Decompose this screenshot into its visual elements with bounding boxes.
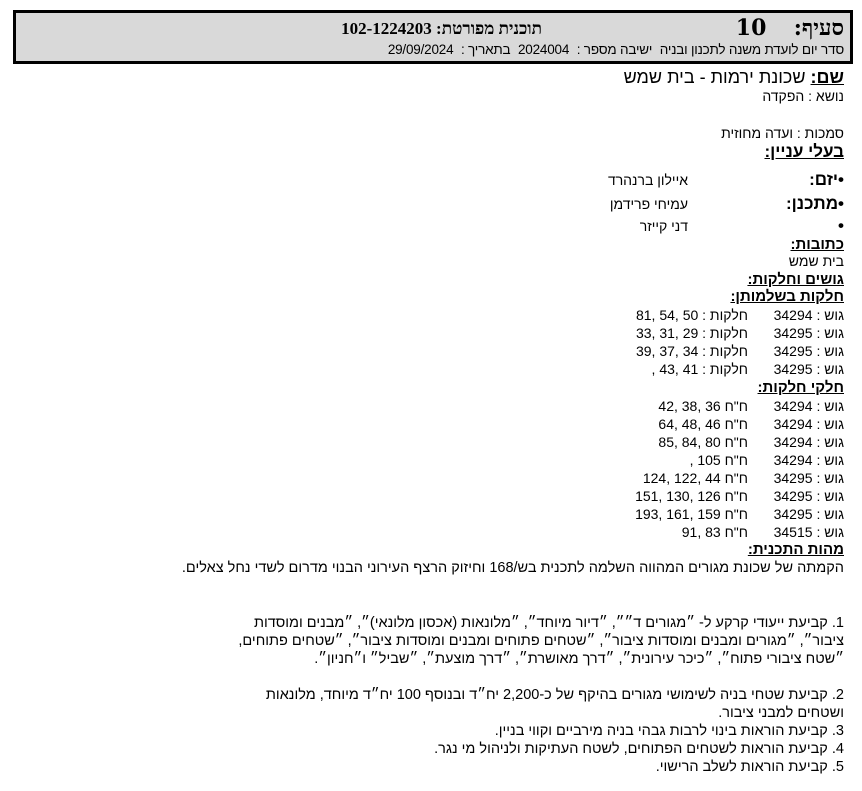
gush-number: 34294 xyxy=(773,416,813,432)
authority-value: ועדה מחוזית xyxy=(721,125,793,141)
parcel-numbers: 46 ,48 ,64 xyxy=(658,416,721,432)
partial-parcels-label: ח"ח xyxy=(724,470,748,486)
date-label: בתאריך : xyxy=(460,42,511,57)
plan-type-label: תוכנית מפורטת: xyxy=(436,19,542,38)
parcels-heading: גושים וחלקות: xyxy=(747,271,844,288)
gush-number: 34515 xyxy=(773,524,813,540)
parcel-numbers: 105 , xyxy=(689,452,721,468)
gush-number: 34295 xyxy=(773,470,813,486)
plan-name-label: שם: xyxy=(810,67,844,87)
gush-label: גוש : xyxy=(816,361,844,377)
agenda-header-box xyxy=(13,10,853,64)
address-value: בית שמש xyxy=(788,253,844,269)
plan-name-value: שכונת ירמות - בית שמש xyxy=(623,67,806,87)
partial-parcels-label: ח"ח xyxy=(724,398,748,414)
full-parcel-row xyxy=(584,306,844,324)
section-number: 10 xyxy=(735,15,767,41)
essence-item-5: 5. קביעת הוראות לשלב הרישוי. xyxy=(655,759,844,775)
gush-number: 34294 xyxy=(773,452,813,468)
parcel-numbers: 50 ,54 ,81 xyxy=(635,307,699,323)
parcel-numbers: 83 ,91 xyxy=(681,524,721,540)
plan-essence-intro: הקמתה של שכונת מגורים המהווה השלמה לתכנית בש/168 וחיזוק הרצף העירוני הבנוי מדרום לשדי נחל צאלים. xyxy=(181,560,844,576)
partial-parcel-row xyxy=(584,523,844,541)
parcels-label: חלקות : xyxy=(702,307,748,323)
partial-parcels-label: ח"ח xyxy=(724,506,748,522)
gush-label: גוש : xyxy=(816,506,844,522)
bullet-icon: • xyxy=(838,216,844,235)
gush-label: גוש : xyxy=(816,416,844,432)
parcel-numbers: 159 ,161 ,193 xyxy=(635,506,721,522)
partial-parcels-label: ח"ח xyxy=(724,434,748,450)
stakeholder-row-initiator xyxy=(484,170,844,190)
gush-label: גוש : xyxy=(816,434,844,450)
stakeholders-heading: בעלי עניין: xyxy=(764,142,844,161)
plan-authority-line xyxy=(721,125,844,142)
parcel-numbers: 36 ,38 ,42 xyxy=(658,398,721,414)
section-label: סעיף: xyxy=(793,15,844,41)
agenda-text: סדר יום לועדת משנה לתכנון ובניה xyxy=(659,42,844,57)
partial-parcel-row xyxy=(584,469,844,487)
plan-number-label xyxy=(341,18,542,40)
gush-number: 34294 xyxy=(773,434,813,450)
partial-parcels-label: ח"ח xyxy=(724,524,748,540)
stakeholder-name: עמיחי פרידמן xyxy=(609,196,688,212)
parcel-numbers: 126 ,130 ,151 xyxy=(635,488,721,504)
partial-parcel-row xyxy=(584,415,844,433)
full-parcels-heading: חלקות בשלמותן: xyxy=(730,288,844,305)
full-parcel-row xyxy=(584,324,844,342)
parcel-numbers: 41 ,43 , xyxy=(651,361,699,377)
plan-essence-heading: מהות התכנית: xyxy=(747,541,844,558)
meeting-number: 2024004 xyxy=(517,42,570,57)
parcels-label: חלקות : xyxy=(702,361,748,377)
essence-item-4: 4. קביעת הוראות לשטחים הפתוחים, לשטח העתיקות ולניהול מי נגר. xyxy=(434,741,844,757)
gush-number: 34295 xyxy=(773,361,813,377)
parcels-label: חלקות : xyxy=(702,325,748,341)
authority-label: סמכות : xyxy=(796,125,844,141)
stakeholder-row-other xyxy=(484,216,844,236)
partial-parcel-row xyxy=(584,505,844,523)
gush-label: גוש : xyxy=(816,398,844,414)
parcel-numbers: 34 ,37 ,39 xyxy=(635,343,699,359)
partial-parcel-row xyxy=(584,397,844,415)
header-meeting-row xyxy=(384,42,844,58)
stakeholder-role: •יזם: xyxy=(809,170,844,189)
partial-parcels-label: ח"ח xyxy=(724,416,748,432)
parcel-numbers: 44 ,122 ,124 xyxy=(642,470,721,486)
partial-parcels-heading: חלקי חלקות: xyxy=(757,379,844,396)
gush-label: גוש : xyxy=(816,307,844,323)
essence-item-1: 1. קביעת ייעודי קרקע ל- ״מגורים ד״״, ״דיור מיוחד״, ״מלונאות (אכסון מלונאי)״, ״מבנים ומוסדות ציבור״, ״מגורים ומבנים ומוסדות ציבור״, ״שטחים פתוחים ומבנים ומוסדות ציבור״, ״שטחים פתוחים, ״שטח ציבורי פתוח״, ״כיכר עירונית״, ״דרך מאושרת״, ״דרך מוצעת״, ״שביל״ ו״חניון״. xyxy=(238,615,844,667)
partial-parcels-label: ח"ח xyxy=(724,488,748,504)
gush-number: 34295 xyxy=(773,506,813,522)
gush-label: גוש : xyxy=(816,488,844,504)
gush-label: גוש : xyxy=(816,470,844,486)
gush-label: גוש : xyxy=(816,343,844,359)
stakeholder-name: איילון ברנהרד xyxy=(607,172,688,188)
gush-number: 34294 xyxy=(773,398,813,414)
gush-number: 34295 xyxy=(773,325,813,341)
stakeholder-row-planner xyxy=(484,194,844,214)
subject-value: הפקדה xyxy=(762,88,805,104)
plan-name-line xyxy=(624,66,844,88)
parcels-label: חלקות : xyxy=(702,343,748,359)
essence-item-2: 2. קביעת שטחי בניה לשימושי מגורים בהיקף של כ-2,200 יח״ד ובנוסף 100 יח״ד מיוחד, מלונאות ושטחים למבני ציבור. xyxy=(265,687,844,721)
essence-item-3: 3. קביעת הוראות בינוי לרבות גבהי בניה מירביים וקווי בניין. xyxy=(494,723,844,739)
section-number-label xyxy=(736,15,844,41)
partial-parcels-label: ח"ח xyxy=(724,452,748,468)
gush-label: גוש : xyxy=(816,325,844,341)
gush-number: 34295 xyxy=(773,488,813,504)
full-parcel-row xyxy=(584,360,844,378)
date-value: 29/09/2024 xyxy=(387,42,454,57)
gush-number: 34294 xyxy=(773,307,813,323)
parcel-numbers: 29 ,31 ,33 xyxy=(635,325,699,341)
header-title-row xyxy=(22,15,844,41)
meeting-label: ישיבה מספר : xyxy=(576,42,653,57)
parcel-numbers: 80 ,84 ,85 xyxy=(658,434,721,450)
stakeholder-name: דני קייזר xyxy=(639,218,688,234)
gush-label: גוש : xyxy=(816,524,844,540)
gush-number: 34295 xyxy=(773,343,813,359)
stakeholder-role: •מתכנן: xyxy=(785,194,844,213)
address-heading: כתובות: xyxy=(790,236,844,253)
subject-label: נושא : xyxy=(808,88,844,104)
partial-parcel-row xyxy=(584,487,844,505)
full-parcel-row xyxy=(584,342,844,360)
gush-label: גוש : xyxy=(816,452,844,468)
partial-parcel-row xyxy=(584,451,844,469)
partial-parcel-row xyxy=(584,433,844,451)
plan-subject-line xyxy=(762,88,844,105)
plan-number: 102-1224203 xyxy=(341,19,432,38)
